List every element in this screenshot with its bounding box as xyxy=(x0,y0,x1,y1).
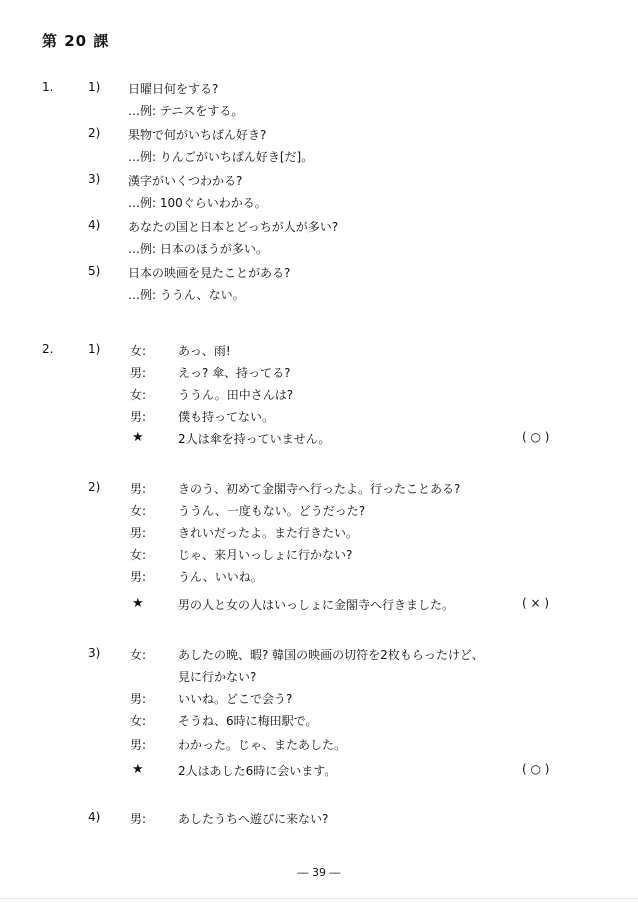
s2-d3-l1-text: あしたの晩、暇? 韓国の映画の切符を2枚もらったけど、 xyxy=(178,648,484,662)
s1-q3-example: …例: 100ぐらいわかる。 xyxy=(128,196,267,210)
s2-d2-num: 2) xyxy=(88,480,101,494)
s1-q3-num: 3) xyxy=(88,172,101,186)
s2-d1-num: 1) xyxy=(88,342,101,356)
s1-q5-question: 日本の映画を見たことがある? xyxy=(128,266,291,280)
s1-q2-num: 2) xyxy=(88,126,101,140)
s1-q2-question: 果物で何がいちばん好き? xyxy=(128,128,267,142)
s1-q1-num: 1) xyxy=(88,80,101,94)
s2-d3-l4-text: そうね、6時に梅田駅で。 xyxy=(178,714,318,728)
s2-d2-l5-speaker: 男: xyxy=(130,570,147,584)
s1-q4-num: 4) xyxy=(88,218,101,232)
s2-d1-answer: ( ○ ) xyxy=(522,430,550,444)
s1-q5-num: 5) xyxy=(88,264,101,278)
s1-q3-question: 漢字がいくつわかる? xyxy=(128,174,243,188)
s2-d1-l2-speaker: 男: xyxy=(130,366,147,380)
s2-d3-num: 3) xyxy=(88,646,101,660)
s2-d1-l4-text: 僕も持ってない。 xyxy=(178,410,275,424)
s1-q1-example: …例: テニスをする。 xyxy=(128,104,244,118)
s2-d3-l3-speaker: 男: xyxy=(130,692,147,706)
s2-d1-statement: 2人は傘を持っていません。 xyxy=(178,432,331,446)
s1-q4-question: あなたの国と日本とどっちが人が多い? xyxy=(128,220,339,234)
s2-d1-l2-text: えっ? 傘、持ってる? xyxy=(178,366,291,380)
s2-d3-l1-speaker: 女: xyxy=(130,648,147,662)
section-2-label: 2. xyxy=(42,342,54,356)
s2-d2-l5-text: うん、いいね。 xyxy=(178,570,263,584)
s2-d2-statement: 男の人と女の人はいっしょに金閣寺へ行きました。 xyxy=(178,598,455,612)
section-1-label: 1. xyxy=(42,80,54,94)
s2-d2-l2-text: ううん、一度もない。どうだった? xyxy=(178,504,366,518)
s1-q4-example: …例: 日本のほうが多い。 xyxy=(128,242,268,256)
s2-d2-l4-speaker: 女: xyxy=(130,548,147,562)
s2-d1-l3-text: ううん。田中さんは? xyxy=(178,388,294,402)
s2-d2-l4-text: じゃ、来月いっしょに行かない? xyxy=(178,548,353,562)
s2-d4-l1-speaker: 男: xyxy=(130,812,147,826)
s2-d4-num: 4) xyxy=(88,810,101,824)
s2-d1-star-icon: ★ xyxy=(132,430,144,445)
page-number: ― 39 ― xyxy=(297,866,341,879)
s2-d2-l3-speaker: 男: xyxy=(130,526,147,540)
s2-d2-l1-speaker: 男: xyxy=(130,482,147,496)
s1-q5-example: …例: ううん、ない。 xyxy=(128,288,245,302)
s2-d4-l1-text: あしたうちへ遊びに来ない? xyxy=(178,812,329,826)
s2-d1-l3-speaker: 女: xyxy=(130,388,147,402)
s2-d3-star-icon: ★ xyxy=(132,762,144,777)
s2-d1-l1-text: あっ、雨! xyxy=(178,344,231,358)
s2-d2-l2-speaker: 女: xyxy=(130,504,147,518)
s2-d1-l1-speaker: 女: xyxy=(130,344,147,358)
s1-q1-question: 日曜日何をする? xyxy=(128,82,219,96)
s2-d2-l3-text: きれいだったよ。また行きたい。 xyxy=(178,526,359,540)
s2-d3-l5-speaker: 男: xyxy=(130,738,147,752)
s1-q2-example: …例: りんごがいちばん好き[だ]。 xyxy=(128,150,314,164)
s2-d2-star-icon: ★ xyxy=(132,596,144,611)
s2-d3-l3-text: いいね。どこで会う? xyxy=(178,692,293,706)
s2-d3-l2-text: 見に行かない? xyxy=(178,670,257,684)
s2-d3-l5-text: わかった。じゃ、またあした。 xyxy=(178,738,347,752)
s2-d2-l1-text: きのう、初めて金閣寺へ行ったよ。行ったことある? xyxy=(178,482,461,496)
s2-d3-l4-speaker: 女: xyxy=(130,714,147,728)
s2-d2-answer: ( × ) xyxy=(522,596,550,610)
lesson-title: 第 20 課 xyxy=(42,32,110,50)
s2-d3-answer: ( ○ ) xyxy=(522,762,550,776)
s2-d3-statement: 2人はあした6時に会います。 xyxy=(178,764,337,778)
s2-d1-l4-speaker: 男: xyxy=(130,410,147,424)
bottom-divider xyxy=(0,898,638,899)
